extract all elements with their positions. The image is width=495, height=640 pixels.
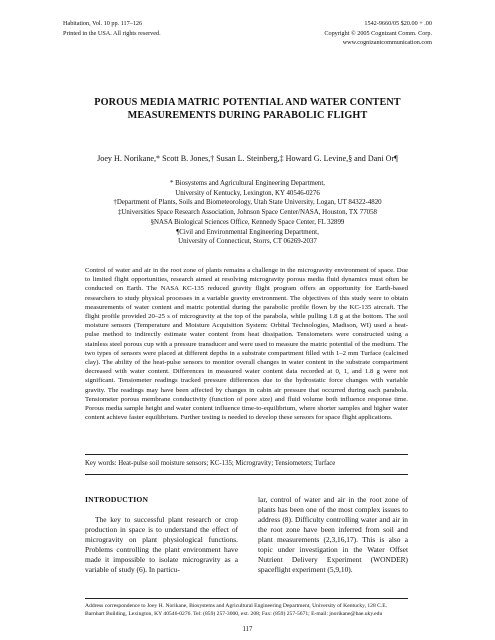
publisher-url: www.cognizantcommunication.com [342, 39, 432, 47]
keywords-divider [85, 454, 408, 455]
copyright-info [232, 19, 432, 48]
author-list: Joey H. Norikane,* Scott B. Jones,† Susan L. Steinberg,‡ Howard G. Levine,§ and Dani Or¶ [97, 154, 398, 163]
journal-citation: Habitation, Vol. 10 pp. 117–126 [63, 20, 143, 27]
body-column-left [85, 495, 238, 575]
page-number: 117 [242, 626, 253, 633]
correspondence-note: Address correspondence to Joey H. Norikane, Biosystems and Agricultural Engineering Department, University of Kentucky, 128 C.E. Barnhart Building, Lexington, KY 40546-0276. Tel: (859) 257-3000, ext. 208; Fax: (859) 257-5671; E-mail: jnorikane@bae.uky.edu [85, 603, 388, 617]
section-heading: INTRODUCTION [85, 495, 149, 504]
rights-notice: Printed in the USA. All rights reserved. [63, 29, 161, 37]
affiliation-line: ¶Civil and Environmental Engineering Department, [176, 228, 319, 236]
affiliation-line: * Biosystems and Agricultural Engineering Department, [169, 180, 325, 187]
copyright-line: Copyright © 2005 Cognizant Comm. Corp. [324, 29, 432, 37]
footnote-divider [85, 598, 408, 599]
issn-price: 1542-9660/05 $20.00 + .00 [364, 20, 432, 27]
keywords: Key words: Heat-pulse soil moisture sensors; KC-135; Microgravity; Tensiometers; Turface [85, 460, 336, 467]
affiliation-line: §NASA Biological Sciences Office, Kennedy Space Center, FL 32899 [150, 218, 345, 226]
affiliations [60, 179, 435, 247]
abstract-text: Control of water and air in the root zone of plants remains a challenge in the microgravity environment of space. Due to limited flight opportunities, research aimed at resolving microgravity porous media fluid dynamics must often be conducted on Earth. The NASA KC-135 reduced gravity flight program offers an opportunity for Earth-based researchers to study physical processes in a variable gravity environment. The objectives of this study were to obtain measurements of water content and matric potential during the parabolic profile flown by the KC-135 aircraft. The flight profile provided 20–25 s of microgravity at the top of the parabola, while pulling 1.8 g at the bottom. The soil moisture sensors (Temperature and Moisture Acquisition System: Orbital Technologies, Madison, WI) used a heat-pulse method to indirectly estimate water content from heat dissipation. Tensiometers were constructed using a stainless steel porous cup with a pressure transducer and were used to measure the matric potential of the medium. The two types of sensors were placed at different depths in a substrate compartment filled with 1–2 mm Turface (calcined clay). The ability of the heat-pulse sensors to monitor overall changes in water content in the substrate compartment decreased with water content. Differences in measured water content data recorded at 0, 1, and 1.8 g were not significant. Tensiometer readings tracked pressure differences due to the hydrostatic force changes with variable gravity. The readings may have been affected by changes in cabin air pressure that occurred during each parabola. Tensiometer porous membrane conductivity (function of pore size) and fluid volume both influence response time. Porous media sample height and water content influence time-to-equilibrium, where shorter samples and higher water content achieve faster equilibrium. Further testing is needed to develop these sensors for space flight applications. [85, 267, 408, 422]
journal-info [63, 19, 253, 38]
abstract [85, 266, 408, 422]
intro-paragraph-continued: lar, control of water and air in the root zone of plants has been one of the most complex issues to address (8). Difficulty controlling water and air in the root zone have been inferred from soil and plant measurements (2,3,16,17). This is also a topic under investigation in the Water Offset Nutrient Delivery Experiment (WONDER) spaceflight experiment (5,9,10). [258, 495, 408, 574]
affiliation-line: ‡Universities Space Research Association, Johnson Space Center/NASA, Houston, TX 77058 [117, 209, 377, 217]
paper-title: POROUS MEDIA MATRIC POTENTIAL AND WATER CONTENT MEASUREMENTS DURING PARABOLIC FLIGHT [94, 97, 401, 121]
intro-paragraph: The key to successful plant research or crop production in space is to understand the effect of microgravity on plant physiological functions. Problems controlling the plant environment have made it impossible to isolate microgravity as a variable of study (6). In particu- [85, 515, 238, 574]
body-column-right [258, 495, 408, 575]
affiliation-line: University of Connecticut, Storrs, CT 06269-2037 [178, 238, 317, 246]
affiliation-line: †Department of Plants, Soils and Biometeorology, Utah State University, Logan, UT 84322-4820 [113, 199, 382, 207]
section-divider [85, 474, 408, 475]
affiliation-line: University of Kentucky, Lexington, KY 40546-0276 [175, 189, 320, 197]
